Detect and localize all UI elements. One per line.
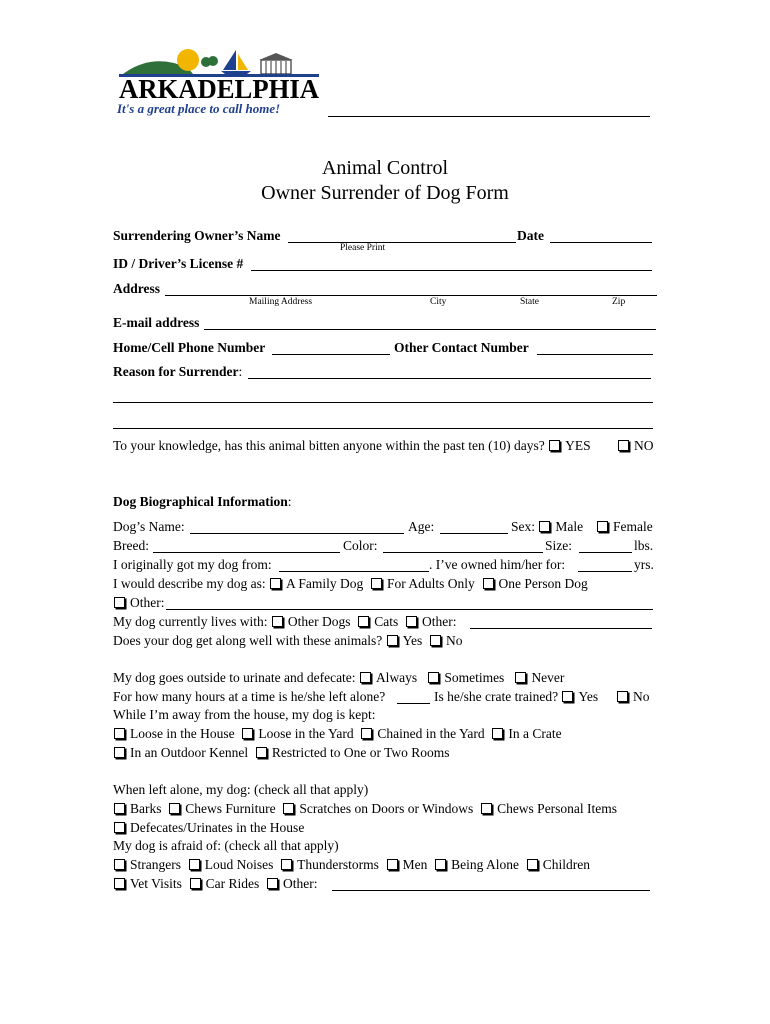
size-field[interactable] [579,552,632,553]
crate-label: Is he/she crate trained? [434,689,559,704]
form-title: Animal Control [321,157,449,179]
loud-noises-checkbox[interactable] [189,859,200,870]
female-label: Female [613,519,653,534]
describe-other-label: Other: [130,595,165,610]
reason-field-2[interactable] [113,402,653,403]
cats-label: Cats [374,614,399,629]
date-field[interactable] [550,242,652,243]
vet-visits-label: Vet Visits [130,876,182,891]
lbs-label: lbs. [634,538,654,553]
lives-other-field[interactable] [470,628,652,629]
id-field[interactable] [251,270,652,271]
scratches-label: Scratches on Doors or Windows [299,801,474,816]
id-label: ID / Driver’s License # [113,256,244,271]
other-dogs-label: Other Dogs [287,614,351,629]
afraid-label: My dog is afraid of: (check all that apply) [113,838,339,853]
logo-tagline: It's a great place to call home! [117,101,281,116]
got-from-label: I originally got my dog from: [113,557,272,572]
please-print-hint: Please Print [340,243,386,253]
in-crate-label: In a Crate [508,726,562,741]
strangers-checkbox[interactable] [114,859,125,870]
dog-name-label: Dog’s Name: [113,519,185,534]
owned-field[interactable] [578,571,632,572]
lives-other-label: Other: [422,614,457,629]
chews-personal-label: Chews Personal Items [497,801,618,816]
get-along-yes-label: Yes [402,633,423,648]
address-hint-state: State [520,297,539,307]
logo-wordmark: ARKADELPHIA [119,74,320,104]
outdoor-kennel-label: In an Outdoor Kennel [130,745,249,760]
being-alone-label: Being Alone [451,857,519,872]
restricted-rooms-checkbox[interactable] [256,747,267,758]
always-checkbox[interactable] [360,672,371,683]
strangers-label: Strangers [130,857,181,872]
dog-name-field[interactable] [190,533,404,534]
crate-no-label: No [633,689,650,704]
crate-yes-checkbox[interactable] [562,691,573,702]
outdoor-kennel-checkbox[interactable] [114,747,125,758]
bite-yes-label: YES [565,438,591,453]
address-field[interactable] [165,295,657,296]
never-checkbox[interactable] [515,672,526,683]
reason-colon: : [238,364,243,379]
describe-label: I would describe my dog as: [113,576,266,591]
loose-yard-checkbox[interactable] [242,728,253,739]
header-blank-line[interactable] [328,116,650,117]
loose-house-checkbox[interactable] [114,728,125,739]
phone-field[interactable] [272,354,390,355]
logo-roof [259,53,293,60]
kept-label: While I’m away from the house, my dog is kept: [113,707,376,722]
crate-yes-label: Yes [578,689,599,704]
hours-label: For how many hours at a time is he/she left alone? [113,689,386,704]
car-rides-label: Car Rides [205,876,260,891]
breed-field[interactable] [153,552,340,553]
yrs-label: yrs. [634,557,654,572]
sex-label: Sex: [511,519,536,534]
female-checkbox[interactable] [597,521,608,532]
bite-question: To your knowledge, has this animal bitten anyone within the past ten (10) days? [113,438,545,453]
one-person-checkbox[interactable] [483,578,494,589]
children-checkbox[interactable] [527,859,538,870]
logo-sail [223,50,236,70]
family-dog-label: A Family Dog [285,576,364,591]
urinate-label: My dog goes outside to urinate and defecate: [113,670,356,685]
bite-yes-checkbox[interactable] [549,440,560,451]
defecates-label: Defecates/Urinates in the House [130,820,305,835]
logo-tree [208,56,218,66]
hours-field[interactable] [397,703,430,704]
alone-label: When left alone, my dog: (check all that apply) [113,782,369,797]
male-checkbox[interactable] [539,521,550,532]
color-field[interactable] [383,552,543,553]
address-hint-zip: Zip [612,297,626,307]
adults-only-checkbox[interactable] [371,578,382,589]
fear-other-field[interactable] [332,890,650,891]
age-label: Age: [408,519,435,534]
address-hint-mailing: Mailing Address [249,297,313,307]
car-rides-checkbox[interactable] [190,878,201,889]
fear-other-label: Other: [282,876,318,891]
get-along-no-checkbox[interactable] [430,635,441,646]
form-subtitle: Owner Surrender of Dog Form [261,182,509,204]
other-contact-field[interactable] [537,354,653,355]
address-label: Address [113,281,161,296]
loud-noises-label: Loud Noises [204,857,274,872]
breed-label: Breed: [113,538,149,553]
chews-furniture-label: Chews Furniture [185,801,276,816]
reason-field-1[interactable] [248,378,651,379]
describe-other-checkbox[interactable] [114,597,125,608]
male-label: Male [555,519,584,534]
get-along-label: Does your dog get along well with these animals? [113,633,383,648]
lives-other-checkbox[interactable] [406,616,417,627]
owner-name-label: Surrendering Owner’s Name [113,228,281,243]
got-from-field[interactable] [279,571,429,572]
chews-furniture-checkbox[interactable] [169,803,180,814]
one-person-label: One Person Dog [498,576,588,591]
crate-no-checkbox[interactable] [617,691,628,702]
barks-checkbox[interactable] [114,803,125,814]
age-field[interactable] [440,533,508,534]
chained-label: Chained in the Yard [377,726,485,741]
chained-checkbox[interactable] [361,728,372,739]
loose-house-label: Loose in the House [130,726,235,741]
bio-heading: Dog Biographical Information [113,494,288,509]
reason-label: Reason for Surrender [113,364,239,379]
never-label: Never [531,670,565,685]
lives-with-label: My dog currently lives with: [113,614,268,629]
describe-other-field[interactable] [166,609,653,610]
reason-field-3[interactable] [113,428,653,429]
men-checkbox[interactable] [387,859,398,870]
date-label: Date [517,228,544,243]
owner-name-field[interactable] [288,242,516,243]
bio-heading-colon: : [287,494,292,509]
sometimes-label: Sometimes [444,670,505,685]
bite-question-row [113,438,591,454]
always-label: Always [375,670,418,685]
get-along-no-label: No [445,633,463,648]
thunderstorms-label: Thunderstorms [297,857,379,872]
phone-label: Home/Cell Phone Number [113,340,266,355]
cats-checkbox[interactable] [358,616,369,627]
bite-no-checkbox[interactable] [618,440,629,451]
restricted-rooms-label: Restricted to One or Two Rooms [271,745,450,760]
scratches-checkbox[interactable] [283,803,294,814]
loose-yard-label: Loose in the Yard [258,726,354,741]
other-contact-label: Other Contact Number [394,340,529,355]
thunderstorms-checkbox[interactable] [281,859,292,870]
sometimes-checkbox[interactable] [428,672,439,683]
vet-visits-checkbox[interactable] [114,878,125,889]
defecates-checkbox[interactable] [114,822,125,833]
get-along-yes-checkbox[interactable] [387,635,398,646]
men-label: Men [402,857,428,872]
in-crate-checkbox[interactable] [492,728,503,739]
being-alone-checkbox[interactable] [435,859,446,870]
owned-label: . I’ve owned him/her for: [429,557,566,572]
other-dogs-checkbox[interactable] [272,616,283,627]
children-label: Children [542,857,590,872]
size-label: Size: [545,538,572,553]
color-label: Color: [343,538,378,553]
email-field[interactable] [204,329,656,330]
bite-no-label: NO [634,438,654,453]
address-hint-city: City [430,297,447,307]
logo-sun [177,49,199,71]
barks-label: Barks [130,801,162,816]
arkadelphia-logo [113,46,323,118]
family-dog-checkbox[interactable] [270,578,281,589]
adults-only-label: For Adults Only [386,576,475,591]
logo-sail [238,54,248,70]
chews-personal-checkbox[interactable] [481,803,492,814]
email-label: E-mail address [113,315,200,330]
fear-other-checkbox[interactable] [267,878,278,889]
